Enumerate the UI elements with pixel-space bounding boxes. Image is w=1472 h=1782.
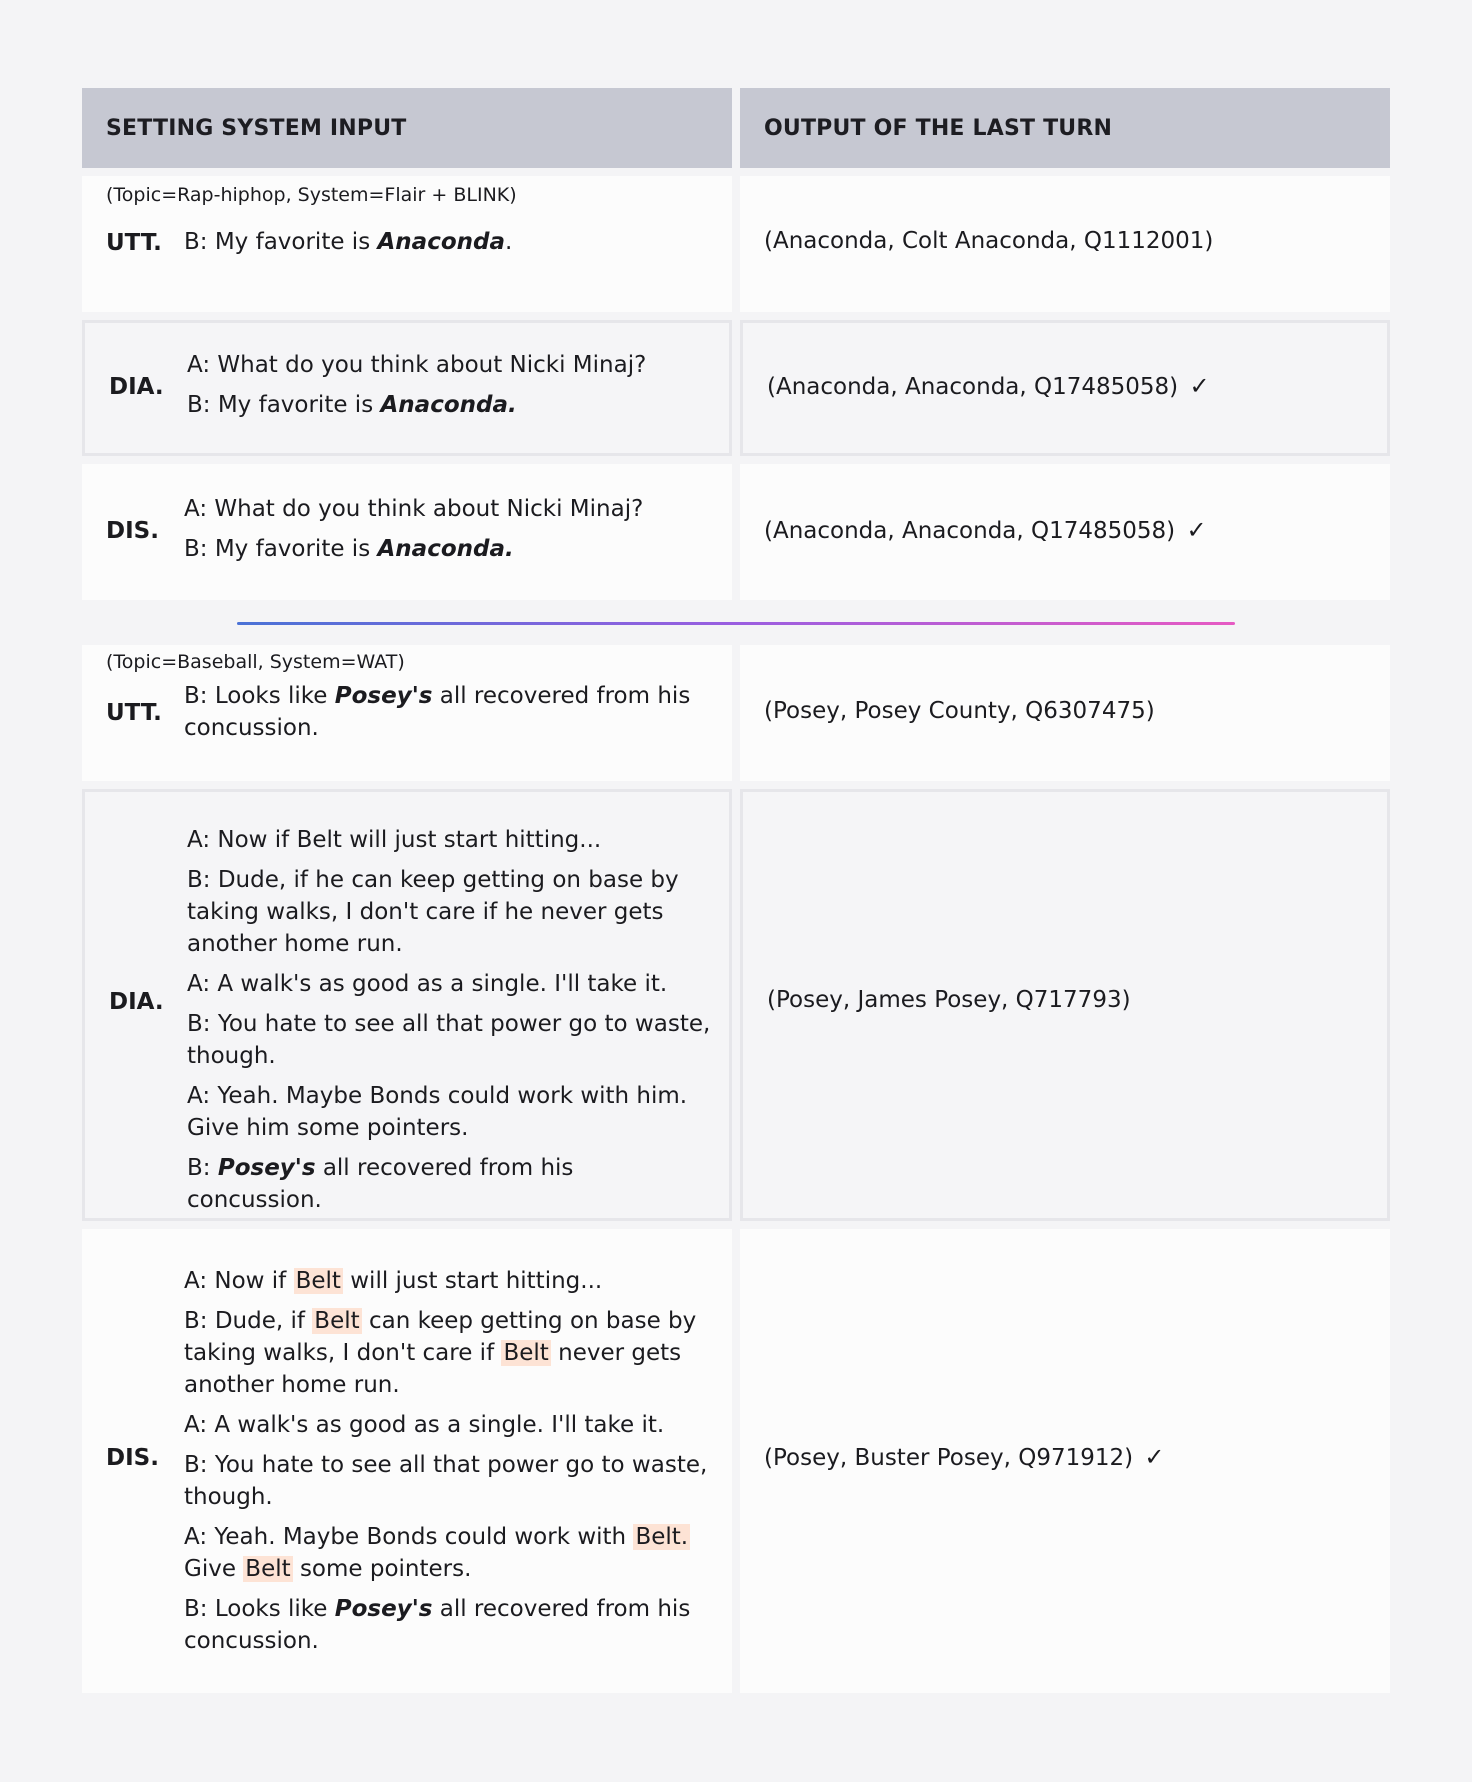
output-text: (Anaconda, Anaconda, Q17485058) ✓ — [764, 516, 1207, 544]
dialogue-line: A: What do you think about Nicki Minaj? — [184, 496, 644, 522]
entity-mention: Posey's — [217, 1155, 316, 1181]
row-label: DIS. — [106, 1445, 159, 1471]
dialogue-lines — [184, 1265, 712, 1657]
row-label: UTT. — [106, 700, 162, 726]
entity-mention: Posey's — [334, 683, 433, 709]
table-row-g2-utt — [82, 645, 1390, 781]
dialogue-line: A: Yeah. Maybe Bonds could work with him. Give him some pointers. — [187, 1083, 688, 1141]
entity-mention: Posey's — [334, 1596, 433, 1622]
dialogue-line: A: Yeah. Maybe Bonds could work with Belt. Give Belt some pointers. — [184, 1524, 689, 1582]
output-cell — [740, 176, 1390, 312]
dialogue-line: B: You hate to see all that power go to waste, though. — [184, 1452, 708, 1510]
coreference-highlight: Belt — [503, 1340, 549, 1366]
output-text: (Posey, Posey County, Q6307475) — [764, 698, 1155, 724]
header-output-last-turn: OUTPUT OF THE LAST TURN — [740, 88, 1390, 168]
setting-cell — [82, 320, 732, 456]
header-setting-system-input: SETTING SYSTEM INPUT — [82, 88, 732, 168]
utterance-lines — [184, 226, 712, 258]
setting-cell — [82, 789, 732, 1221]
dialogue-line: B: Looks like Posey's all recovered from his concussion. — [184, 1596, 691, 1654]
utterance-lines — [184, 680, 712, 744]
dialogue-line: A: A walk's as good as a single. I'll take it. — [184, 1412, 665, 1438]
table-row-g1-utt — [82, 176, 1390, 312]
coreference-highlight: Belt — [295, 1268, 341, 1294]
dialogue-line: B: My favorite is Anaconda. — [184, 536, 514, 562]
coreference-highlight: Belt — [245, 1556, 291, 1582]
check-icon: ✓ — [1189, 372, 1210, 400]
check-icon: ✓ — [1186, 516, 1207, 544]
output-text: (Posey, James Posey, Q717793) — [767, 987, 1131, 1013]
table-row-g1-dis — [82, 464, 1390, 600]
setting-cell — [82, 176, 732, 312]
table-row-g2-dis — [82, 1229, 1390, 1693]
table-header — [82, 88, 1390, 168]
section-divider — [237, 622, 1235, 625]
output-text: (Anaconda, Anaconda, Q17485058) ✓ — [767, 372, 1210, 400]
row-label: DIS. — [106, 518, 159, 544]
topic-label: (Topic=Rap-hiphop, System=Flair + BLINK) — [106, 184, 517, 206]
setting-cell — [82, 464, 732, 600]
output-cell — [740, 645, 1390, 781]
output-cell — [740, 320, 1390, 456]
setting-cell — [82, 1229, 732, 1693]
output-text: (Posey, Buster Posey, Q971912) ✓ — [764, 1443, 1165, 1471]
table-row-g1-dia — [82, 320, 1390, 456]
dialogue-line: A: Now if Belt will just start hitting... — [187, 827, 602, 853]
dialogue-line: B: Dude, if Belt can keep getting on base by taking walks, I don't care if Belt never gets another home run. — [184, 1308, 697, 1398]
dialogue-lines — [184, 493, 712, 565]
output-text: (Anaconda, Colt Anaconda, Q1112001) — [764, 228, 1214, 254]
dialogue-line: B: My favorite is Anaconda. — [187, 392, 517, 418]
entity-mention: Anaconda. — [377, 536, 514, 562]
entity-mention: Anaconda. — [380, 392, 517, 418]
dialogue-line: B: You hate to see all that power go to waste, though. — [187, 1011, 711, 1069]
dialogue-line: A: A walk's as good as a single. I'll take it. — [187, 971, 668, 997]
row-label: DIA. — [109, 989, 164, 1015]
row-label: UTT. — [106, 230, 162, 256]
coreference-highlight: Belt. — [635, 1524, 689, 1550]
table-row-g2-dia — [82, 789, 1390, 1221]
setting-cell — [82, 645, 732, 781]
dialogue-line: A: Now if Belt will just start hitting... — [184, 1268, 603, 1294]
topic-label: (Topic=Baseball, System=WAT) — [106, 651, 405, 673]
output-cell — [740, 789, 1390, 1221]
utterance-line: B: Looks like Posey's all recovered from his concussion. — [184, 683, 691, 741]
entity-mention: Anaconda — [377, 229, 505, 255]
output-cell — [740, 464, 1390, 600]
output-cell — [740, 1229, 1390, 1693]
dialogue-lines — [187, 349, 715, 421]
row-label: DIA. — [109, 374, 164, 400]
dialogue-lines — [187, 824, 715, 1216]
comparison-table — [82, 88, 1390, 1693]
dialogue-line: A: What do you think about Nicki Minaj? — [187, 352, 647, 378]
coreference-highlight: Belt — [314, 1308, 360, 1334]
dialogue-line: B: Dude, if he can keep getting on base by taking walks, I don't care if he never gets another home run. — [187, 867, 679, 957]
check-icon: ✓ — [1144, 1443, 1165, 1471]
dialogue-line: B: Posey's all recovered from his concussion. — [187, 1155, 574, 1213]
utterance-line: B: My favorite is Anaconda. — [184, 229, 513, 255]
